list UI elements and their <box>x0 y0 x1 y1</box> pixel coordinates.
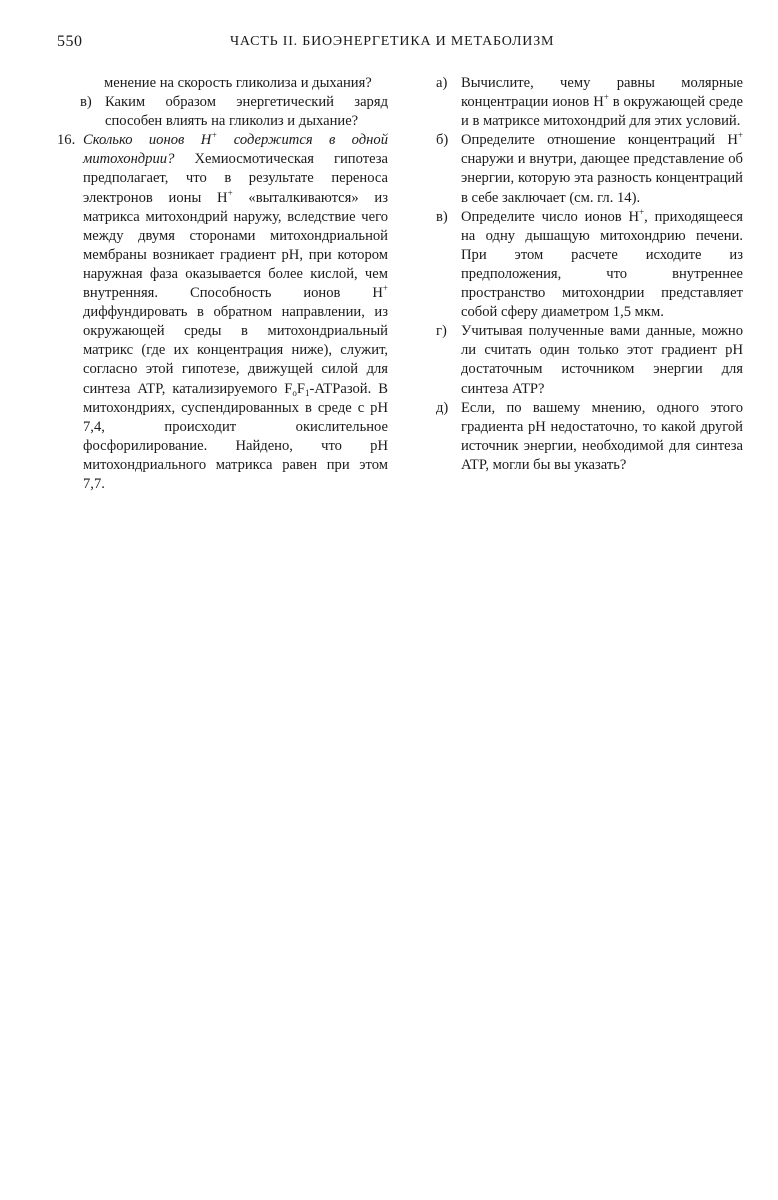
text-segment: Хемиосмотическая гипотеза предполагает, что в результате переноса электронов ионы H <box>83 151 388 206</box>
title-part: Сколько ионов H <box>83 132 212 149</box>
item-d <box>436 399 743 475</box>
subscript: o <box>292 387 297 398</box>
item-marker: а) <box>436 75 448 91</box>
page-number: 550 <box>57 33 83 50</box>
problem-16 <box>57 131 388 494</box>
text-segment: -ATPазой. В митохондриях, суспендированных в среде с pH 7,4, происходит окислительное фосфорилирование. Найдено, что pH митохондриального матрикса равен при этом 7,7. <box>83 380 388 492</box>
item-marker: г) <box>436 323 447 340</box>
problem-text <box>83 131 388 494</box>
running-head: ЧАСТЬ II. БИОЭНЕРГЕТИКА И МЕТАБОЛИЗМ <box>230 34 555 49</box>
text-segment: Определите отношение концентраций H <box>461 132 738 149</box>
left-column <box>57 74 388 494</box>
superscript: + <box>382 283 388 294</box>
item-text <box>461 208 743 323</box>
text-segment: F <box>296 380 306 397</box>
item-text: Если, по вашему мнению, одного этого градиента pH недостаточно, то какой другой источник энергии, необходимой для синтеза ATP, могли бы вы указать? <box>461 399 743 473</box>
continuation-text: менение на скорость гликолиза и дыхания? <box>104 75 372 91</box>
text-segment: «выталкиваются» из матрикса митохондрий наружу, вследствие чего между двумя сторонами митохондриальной мембраны возникает градиент pH, при котором наружная фаза оказывается более кислой, чем внутренняя. Способность ионов H <box>83 189 388 302</box>
item-text: Учитывая полученные вами данные, можно ли считать один только этот градиент pH достаточным источником энергии для синтеза ATP? <box>461 323 743 397</box>
text-segment: в окружающей среде и в матриксе митохондрий для этих условий. <box>461 94 743 130</box>
item-v-left <box>57 93 388 131</box>
item-text <box>461 131 743 207</box>
item-v-right <box>436 208 743 323</box>
title-part: содержится в одной митохондрии? <box>83 132 389 168</box>
item-marker: в) <box>80 94 92 111</box>
superscript: + <box>639 206 645 217</box>
text-segment: диффундировать в обратном направлении, из окружающей среды в митохондриальный матрикс (где их концентрация ниже), служит, согласно этой гипотезе, движущей силой для синтеза ATP, катализируемого F <box>83 304 388 397</box>
text-segment: Определите число ионов H <box>461 208 640 225</box>
item-b <box>436 131 743 207</box>
item-a <box>436 74 743 131</box>
item-g <box>436 322 743 398</box>
item-text <box>461 74 743 131</box>
superscript: + <box>227 187 233 198</box>
right-column <box>436 74 743 475</box>
item-marker: б) <box>436 132 449 149</box>
text-segment: Вычислите, чему равны молярные концентрации ионов H <box>461 75 743 111</box>
problem-number: 16. <box>57 132 76 149</box>
superscript: + <box>603 92 609 103</box>
text-segment: снаружи и внутри, дающее представление об энергии, которую эта разность концентраций в себе заключает (см. гл. 14). <box>461 151 743 206</box>
item-marker: д) <box>436 399 449 416</box>
superscript: + <box>737 130 743 141</box>
item-marker: в) <box>436 208 448 225</box>
subscript: 1 <box>305 387 310 398</box>
item-text: Каким образом энергетический заряд способен влиять на гликолиз и дыхание? <box>105 94 388 130</box>
text-segment: , приходящееся на одну дышащую митохондрию печени. При этом расчете исходите из предположения, что внутреннее пространство митохондрии представляет собой сферу диаметром 1,5 мкм. <box>461 208 743 321</box>
superscript: + <box>211 130 218 141</box>
